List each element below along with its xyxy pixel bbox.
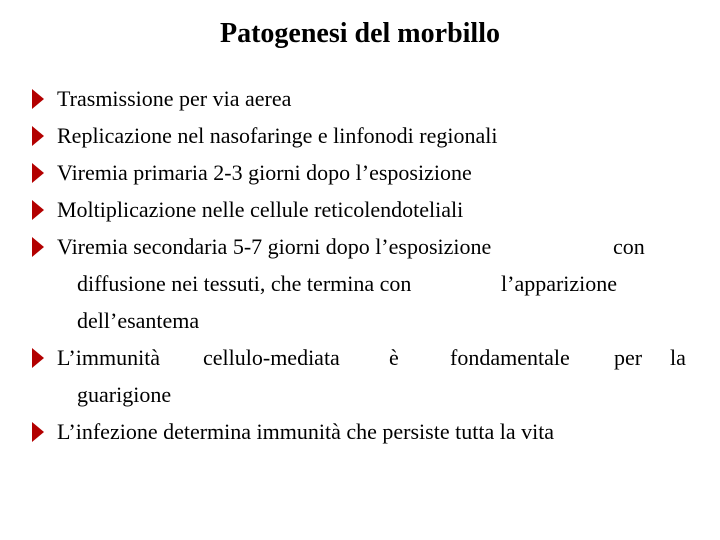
triangle-right-icon (32, 126, 44, 146)
bullet-text: L’immunità (57, 345, 161, 370)
triangle-right-icon (32, 200, 44, 220)
bullet-item (0, 228, 720, 265)
bullet-text: l’apparizione (501, 271, 618, 296)
triangle-right-icon (32, 348, 44, 368)
triangle-right-icon (32, 89, 44, 109)
bullet-text: Viremia primaria 2-3 giorni dopo l’esposizione (57, 160, 472, 185)
bullet-text: Trasmissione per via aerea (57, 86, 292, 111)
triangle-right-icon (32, 422, 44, 442)
bullet-item (0, 117, 720, 154)
bullet-item (0, 191, 720, 228)
bullet-text: Replicazione nel nasofaringe e linfonodi regionali (57, 123, 498, 148)
triangle-right-icon (32, 237, 44, 257)
bullet-item (0, 413, 720, 450)
bullet-text: guarigione (77, 382, 172, 407)
bullet-text: con (613, 234, 645, 259)
bullet-item (0, 80, 720, 117)
bullet-text: Viremia secondaria 5-7 giorni dopo l’esposizione (57, 234, 492, 259)
bullet-continuation (0, 376, 720, 413)
bullet-text: Moltiplicazione nelle cellule reticolendoteliali (57, 197, 464, 222)
bullet-text: la (670, 345, 686, 370)
triangle-right-icon (32, 163, 44, 183)
bullet-text: per (614, 345, 643, 370)
bullet-text: diffusione nei tessuti, che termina con (77, 271, 412, 296)
bullet-list (0, 80, 720, 450)
bullet-continuation (0, 302, 720, 339)
bullet-text: fondamentale (450, 345, 570, 370)
bullet-text: L’infezione determina immunità che persiste tutta la vita (57, 419, 555, 444)
bullet-item (0, 154, 720, 191)
bullet-text: dell’esantema (77, 308, 200, 333)
slide-title: Patogenesi del morbillo (220, 18, 500, 49)
bullet-text: cellulo-mediata (203, 345, 340, 370)
bullet-item (0, 339, 720, 376)
bullet-continuation (0, 265, 720, 302)
bullet-text: è (389, 345, 399, 370)
